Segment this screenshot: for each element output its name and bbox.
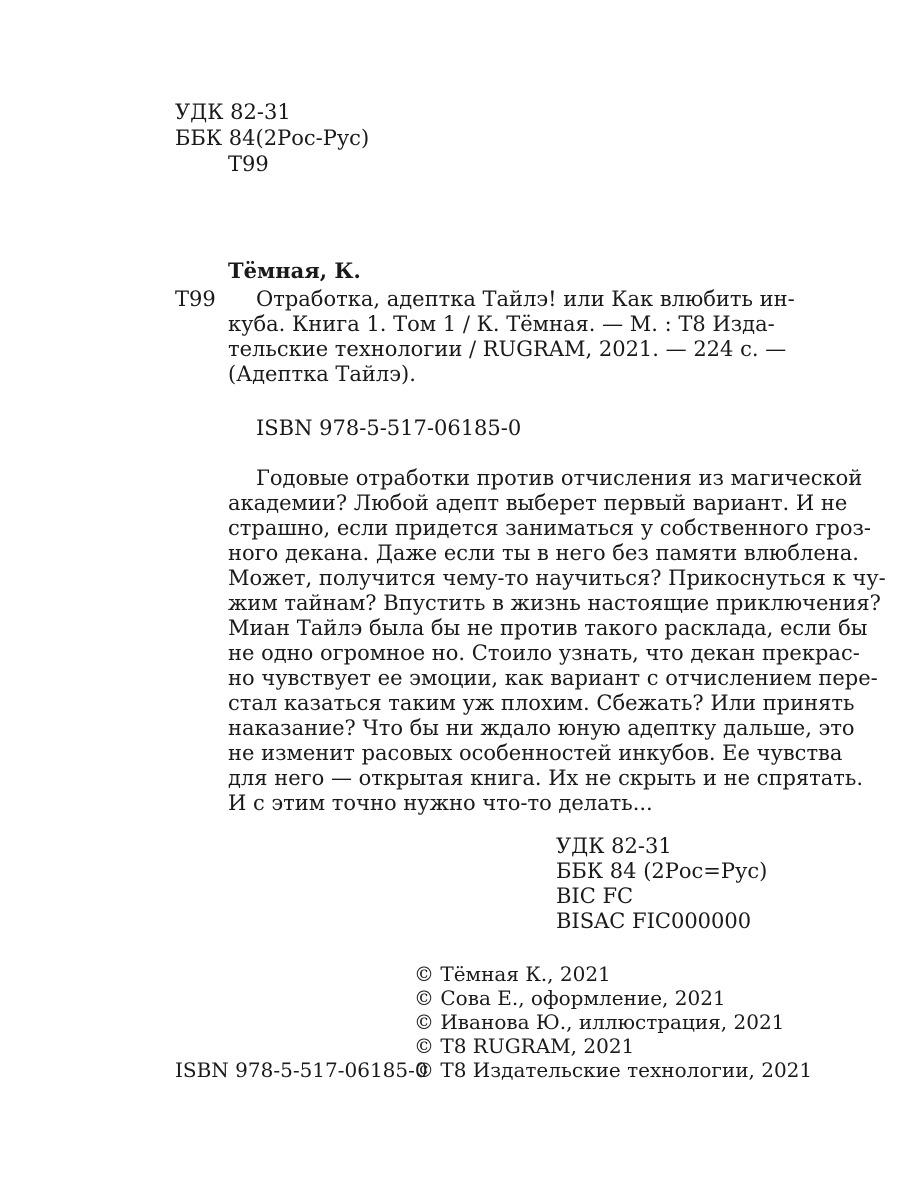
copyright-line: © Сова Е., оформление, 2021 <box>414 986 726 1010</box>
top-author-sign: Т99 <box>228 152 269 176</box>
annotation-line: не одно огромное но. Стоило узнать, что декан прекрас- <box>228 641 860 665</box>
author-heading: Тёмная, К. <box>228 258 361 283</box>
bibliographic-description <box>228 287 795 387</box>
annotation-line: Годовые отработки против отчисления из магической <box>256 466 863 490</box>
annotation <box>228 466 886 816</box>
annotation-line: стал казаться таким уж плохим. Сбежать? Или принять <box>228 691 855 715</box>
bottom-isbn: ISBN 978-5-517-06185-0 <box>175 1058 428 1082</box>
annotation-line: академии? Любой адепт выберет первый вариант. И не <box>228 491 848 515</box>
bibliographic-sign: Т99 <box>175 287 216 311</box>
classification-udk: УДК 82-31 <box>556 834 672 858</box>
annotation-line: страшно, если придется заниматься у собственного гроз- <box>228 516 872 540</box>
annotation-line: И с этим точно нужно что-то делать... <box>228 791 653 815</box>
annotation-line: жим тайнам? Впустить в жизнь настоящие приключения? <box>228 591 881 615</box>
annotation-line: ного декана. Даже если ты в него без памяти влюблена. <box>228 541 859 565</box>
classification-bbk: ББК 84 (2Рос=Рус) <box>556 859 768 883</box>
classification-bic: BIC FC <box>556 884 634 908</box>
copyright-line: © Т8 RUGRAM, 2021 <box>414 1034 635 1058</box>
copyright-block <box>414 962 812 1082</box>
annotation-line: не изменит расовых особенностей инкубов. Ее чувства <box>228 741 843 765</box>
annotation-line: наказание? Что бы ни ждало юную адептку дальше, это <box>228 716 855 740</box>
description-line: Отработка, адептка Тайлэ! или Как влюбить ин- <box>256 287 795 311</box>
copyright-line: © Тёмная К., 2021 <box>414 962 611 986</box>
annotation-line: Может, получится чему-то научиться? Прикоснуться к чу- <box>228 566 886 590</box>
description-line: куба. Книга 1. Том 1 / К. Тёмная. — М. : Т8 Изда- <box>228 312 775 336</box>
classification-bisac: BISAC FIC000000 <box>556 909 752 933</box>
classification-block <box>556 834 767 934</box>
bibliographic-isbn: ISBN 978-5-517-06185-0 <box>256 416 522 440</box>
annotation-line: но чувствует ее эмоции, как вариант с отчислением пере- <box>228 666 878 690</box>
top-udk: УДК 82-31 <box>175 100 291 124</box>
annotation-line: для него — открытая книга. Их не скрыть и не спрятать. <box>228 766 863 790</box>
description-line: (Адептка Тайлэ). <box>228 362 416 386</box>
description-line: тельские технологии / RUGRAM, 2021. — 224 с. — <box>228 337 787 361</box>
copyright-line: © Т8 Издательские технологии, 2021 <box>414 1058 813 1082</box>
top-bbk: ББК 84(2Рос-Рус) <box>175 126 370 150</box>
copyright-line: © Иванова Ю., иллюстрация, 2021 <box>414 1010 785 1034</box>
annotation-line: Миан Тайлэ была бы не против такого расклада, если бы <box>228 616 868 640</box>
